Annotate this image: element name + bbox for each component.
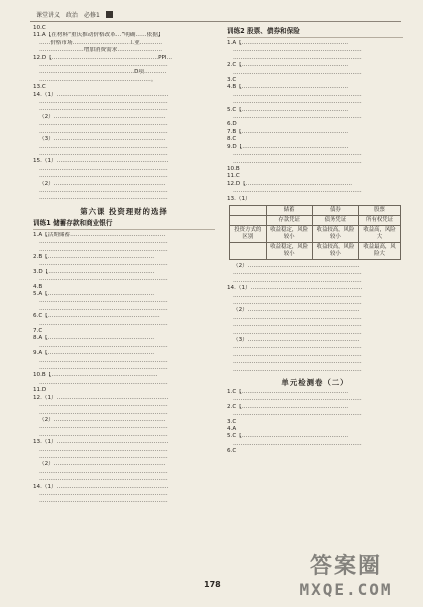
- table-header-cell: 债券: [312, 205, 358, 215]
- watermark-logo: [281, 545, 411, 603]
- answer-line: ……………………………………………………………: [233, 277, 362, 284]
- answer-line: 10.C: [33, 25, 46, 31]
- table-cell: 债务凭证: [312, 215, 358, 225]
- answer-line: 2.B【…………………………………………………: [33, 253, 155, 260]
- answer-line: 7.B【…………………………………………………: [227, 128, 349, 135]
- answer-line: ……………………………………………………。: [39, 76, 157, 83]
- answer-line: 12.D【…………………………………………………: [227, 180, 353, 187]
- answer-line: 11.A【在材料“重庆推动价格改革…”明确……依据】: [33, 32, 164, 39]
- answer-line: ……………………………………………………………: [233, 366, 362, 373]
- answer-line: ……………………………………………………………: [39, 476, 168, 483]
- answer-line: ……………………………………………………………: [233, 299, 362, 306]
- answer-list-unit-test: [227, 389, 403, 456]
- table-row: [230, 242, 401, 259]
- answer-line: ……………………………………………………………: [39, 320, 168, 327]
- answer-line: ……………………………………………………………: [39, 402, 168, 409]
- answer-line: ……………………………………………………………: [233, 151, 362, 158]
- table-cell: 存款凭证: [266, 215, 312, 225]
- answer-line: ……………………………………………………………: [39, 357, 168, 364]
- answer-list-top: [33, 25, 215, 203]
- answer-line: ……………………………………………………………: [39, 431, 168, 438]
- table-cell: [230, 215, 267, 225]
- table-header-cell: [230, 205, 267, 215]
- answer-line: ……………………………………………………………: [39, 150, 168, 157]
- table-header-cell: 储蓄: [266, 205, 312, 215]
- answer-line: ……………………………………………………………: [233, 411, 362, 418]
- answer-line: 1.A【…………………………………………………: [227, 40, 349, 46]
- book-title: 课堂讲义: [36, 11, 61, 19]
- answer-line: ……………………………………………………………: [233, 270, 362, 277]
- left-column: [33, 25, 215, 569]
- answer-line: ……………………………………………………………: [39, 165, 168, 172]
- table-cell: 所有权凭证: [359, 215, 401, 225]
- answer-line: 3.C: [227, 77, 237, 84]
- answer-line: ……………………………………………………………: [233, 359, 362, 366]
- answer-line: ……………………………………………………………: [233, 314, 362, 321]
- answer-line: 6.C: [227, 448, 237, 455]
- answer-line: ……………………………………………………………: [39, 490, 168, 497]
- answer-line: ……………………………………………………………: [233, 440, 362, 447]
- answer-line: （2）……………………………………………………: [39, 416, 166, 423]
- answer-line: 4.A: [227, 426, 237, 433]
- subject-label: 政治: [66, 11, 79, 19]
- answer-line: ……………………………………………………………: [39, 121, 168, 128]
- answer-line: ……………………………………………………………: [39, 128, 168, 135]
- table-cell: [230, 242, 267, 259]
- answer-line: 13.C: [33, 84, 46, 91]
- answer-line: ……………………………………………D项…………: [39, 69, 167, 76]
- table-cell: 收益高，风险大: [359, 225, 401, 242]
- table-cell: 收益稳定，风险较小: [266, 242, 312, 259]
- table-row: [230, 225, 401, 242]
- answer-line: 6.C【……………………………………………………: [33, 313, 160, 320]
- answer-line: 1.C【…………………………………………………: [227, 389, 349, 396]
- answer-line: 14.（1）……………………………………………………: [33, 483, 169, 490]
- answer-line: ……………………………………………………………: [233, 396, 362, 403]
- table-cell: 收益稳定，风险较小: [266, 225, 312, 242]
- answer-line: ……………………………………………………………: [39, 498, 168, 505]
- watermark-domain: MXQE.COM: [299, 580, 393, 599]
- answer-line: ……………………………………………………………: [233, 344, 362, 351]
- answer-line: ……………………………………………………………: [39, 446, 168, 453]
- answer-line: 13.（1）……………………………………………………: [33, 439, 169, 446]
- answer-line: 5.A【…………………………………………………: [33, 291, 155, 297]
- answer-line: ……………………………………………………………: [233, 91, 362, 98]
- page-number: 178: [204, 580, 221, 589]
- answer-line: （2）……………………………………………………: [233, 262, 360, 269]
- answer-line: ……………………………………………………………: [233, 99, 362, 106]
- answer-line: 3.D【…………………………………………………: [33, 268, 155, 275]
- answer-line: ……………………………………………………………: [233, 47, 362, 54]
- answer-line: ……………………………………………………………: [233, 158, 362, 165]
- answer-line: ……………………………………………………………: [39, 239, 168, 246]
- answer-line: 2.C【…………………………………………………: [227, 62, 349, 69]
- answer-line: ……………………………………………………………: [39, 106, 168, 113]
- answer-line: ……………………………………………………………: [233, 329, 362, 336]
- answer-line: （3）……………………………………………………: [233, 337, 360, 343]
- answer-line: 2.C【…………………………………………………: [227, 403, 349, 410]
- answer-list-training-2: [227, 40, 403, 203]
- table-cell: 收益较高，风险较小: [312, 225, 358, 242]
- answer-line: ……………………………………………………………: [39, 276, 168, 283]
- answer-line: 11.D: [33, 387, 47, 394]
- answer-line: ……………………………………………………………: [39, 62, 168, 69]
- table-header-cell: 股票: [359, 205, 401, 215]
- answer-line: ……………………………………………………………: [39, 305, 168, 312]
- answer-line: ……………………………………………………………: [233, 188, 362, 195]
- answer-list-training-1: [33, 232, 215, 506]
- answer-line: ……………………………………………………………: [39, 409, 168, 416]
- answer-line: 12.D【…………………………………………………PPI…: [33, 54, 173, 61]
- unit-test-title: 单元检测卷（二）: [281, 378, 349, 388]
- answer-line: ……………………………………………………………: [233, 322, 362, 329]
- answer-line: 8.A【…………………………………………………: [33, 335, 155, 342]
- answer-list-training-2-cont: [227, 263, 403, 374]
- answer-line: ……………………………………………………………: [39, 246, 168, 253]
- page-header: [36, 9, 113, 19]
- answer-line: （3）……………………………………………………: [39, 136, 166, 143]
- answer-line: ……………………………………………………………: [39, 195, 168, 202]
- answer-line: ……………………………………………………………: [39, 424, 168, 431]
- answer-line: 5.C【…………………………………………………: [227, 106, 349, 113]
- answer-line: 3.C: [227, 418, 237, 425]
- answer-line: 12.（1）……………………………………………………: [33, 394, 169, 401]
- answer-line: ……价格市场…………………………工业…………: [39, 39, 163, 46]
- answer-line: ……………………………………………………………: [39, 298, 168, 305]
- comparison-table: [229, 205, 401, 260]
- answer-line: 8.C: [227, 136, 237, 143]
- answer-line: ……………………………………………………………: [233, 292, 362, 299]
- answer-line: ……………………………………………………………: [39, 365, 168, 372]
- answer-line: ……………………………………………………………: [39, 187, 168, 194]
- answer-line: 4.B【…………………………………………………: [227, 84, 349, 91]
- volume-label: 必修1: [84, 11, 100, 19]
- answer-line: 11.C: [227, 173, 240, 180]
- answer-line: ……………………………………………………………: [39, 261, 168, 268]
- training-2-title: 训练2 股票、债券和保险: [227, 26, 403, 38]
- answer-line: 10.B【…………………………………………………: [33, 372, 158, 379]
- answer-line: 9.A【…………………………………………………: [33, 350, 155, 357]
- answer-line: ……………………………………………………………: [233, 114, 362, 121]
- table-cell: 投资方式的区别: [230, 225, 267, 242]
- answer-line: ……………………………………………………………: [39, 379, 168, 386]
- table-row: [230, 215, 401, 225]
- answer-line: （2）……………………………………………………: [233, 307, 360, 314]
- training-1-title: 训练1 储蓄存款和商业银行: [33, 218, 215, 230]
- answer-line: ……………………………………………………………: [39, 453, 168, 460]
- answer-line: （2）……………………………………………………: [39, 180, 166, 187]
- answer-line: 14.（1）……………………………………………………: [227, 285, 363, 292]
- answer-line: 15.（1）……………………………………………………: [33, 158, 169, 165]
- answer-line: ……………………………………………………………: [233, 69, 362, 76]
- answer-line: ……………………………………………………………: [233, 351, 362, 358]
- answer-line: 5.C【…………………………………………………: [227, 433, 349, 440]
- watermark-text: 答案圈: [309, 554, 382, 579]
- answer-line: 13.（1）: [227, 195, 251, 202]
- answer-line: 10.B: [227, 165, 240, 172]
- answer-line: 7.C: [33, 328, 43, 335]
- table-cell: 收益最高，风险大: [359, 242, 401, 259]
- answer-line: 14.（1）……………………………………………………: [33, 91, 169, 98]
- answer-line: ……………………………………………………………: [39, 99, 168, 106]
- answer-line: ……………………………………………………………: [39, 468, 168, 475]
- header-divider: [30, 21, 401, 22]
- answer-line: ……………………………………………………………: [233, 54, 362, 61]
- answer-line: ……………………………………………………………: [39, 342, 168, 349]
- answer-line: 4.B: [33, 283, 43, 290]
- answer-line: （2）……………………………………………………: [39, 461, 166, 468]
- square-icon: [106, 11, 113, 18]
- right-column: [227, 25, 403, 569]
- answer-line: ……………………………………………………………: [39, 173, 168, 180]
- answer-line: 9.D【…………………………………………………: [227, 143, 349, 150]
- table-cell: 收益较高，风险较小: [312, 242, 358, 259]
- answer-line: （2）……………………………………………………: [39, 113, 166, 120]
- section-title: 第六课 投资理财的选择: [80, 206, 168, 216]
- answer-line: 6.D: [227, 121, 237, 128]
- answer-line: 1.A【活期储蓄……………………………………………: [33, 231, 166, 238]
- answer-line: ……………………………………………………………: [39, 143, 168, 150]
- answer-line: ……………………增加消费需求……………………: [39, 47, 163, 54]
